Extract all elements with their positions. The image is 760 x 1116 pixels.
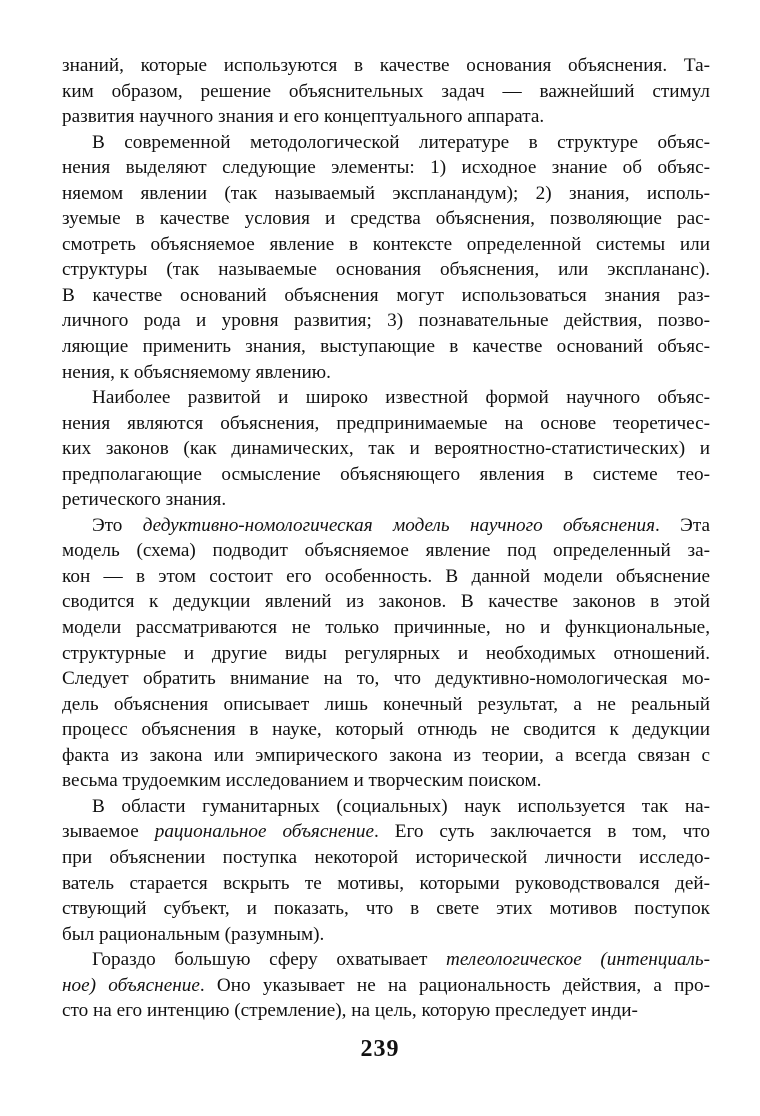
- text-line: зуемые в качестве условия и средства объяснения, позволяющие рас-: [62, 208, 710, 230]
- text-line: зываемое рациональное объяснение. Его суть заключается в том, что: [62, 821, 710, 843]
- text-line: ляющие применить знания, выступающие в качестве оснований объяс-: [62, 336, 710, 358]
- text-line: модели рассматриваются не только причинные, но и функциональные,: [62, 617, 710, 639]
- paragraph: [62, 513, 710, 794]
- text-line: личного рода и уровня развития; 3) познавательные действия, позво-: [62, 310, 710, 332]
- text-line: нения, к объясняемому явлению.: [62, 361, 331, 383]
- text-line: смотреть объясняемое явление в контексте определенной системы или: [62, 233, 710, 255]
- paragraph: [62, 794, 710, 947]
- text-line: кон — в этом состоит его особенность. В данной модели объяснение: [62, 565, 710, 587]
- text-line: структурные и другие виды регулярных и необходимых отношений.: [62, 642, 710, 664]
- text-line: ким образом, решение объяснительных задач — важнейший стимул: [62, 80, 710, 102]
- text-line: процесс объяснения в науке, который отнюдь не сводится к дедукции: [62, 719, 710, 741]
- text-line: весьма трудоемким исследованием и творческим поиском.: [62, 770, 542, 792]
- text-line: ное) объяснение. Оно указывает не на рациональность действия, а про-: [62, 974, 710, 996]
- text-line: сто на его интенцию (стремление), на цель, которую преследует инди-: [62, 1000, 638, 1022]
- paragraph: [62, 53, 710, 130]
- text-line: факта из закона или эмпирического закона из теории, а всегда связан с: [62, 744, 710, 766]
- paragraph: [62, 130, 710, 385]
- text-line: был рациональным (разумным).: [62, 923, 325, 945]
- page-number: 239: [360, 1036, 400, 1062]
- text-line: няемом явлении (так называемый экспланандум); 2) знания, исполь-: [62, 182, 710, 204]
- italic-term: дедуктивно-номологическая модель научного объяснения: [142, 514, 656, 536]
- paragraph: [62, 385, 710, 513]
- text-line: Гораздо большую сферу охватывает телеологическое (интенциаль-: [92, 949, 710, 971]
- text-line: знаний, которые используются в качестве основания объяснения. Та-: [62, 55, 710, 76]
- text-line: при объяснении поступка некоторой исторической личности исследо-: [62, 846, 710, 868]
- text-line: сводится к дедукции явлений из законов. В качестве законов в этой: [62, 591, 710, 613]
- text-line: ретического знания.: [62, 489, 227, 511]
- text-line: В современной методологической литературе в структуре объяс-: [92, 131, 710, 153]
- body-text: [62, 53, 710, 1024]
- text-line: Наиболее развитой и широко известной формой научного объяс-: [92, 387, 710, 409]
- text-line: ватель старается вскрыть те мотивы, которыми руководствовался дей-: [62, 872, 710, 894]
- text-line: дель объяснения описывает лишь конечный результат, а не реальный: [62, 693, 710, 715]
- text-line: ких законов (как динамических, так и вероятностно-статистических) и: [62, 438, 710, 460]
- text-line: нения являются объяснения, предпринимаемые на основе теоретичес-: [62, 412, 710, 434]
- italic-term: телеологическое (интенциаль-: [446, 949, 710, 971]
- text-line: Это дедуктивно-номологическая модель научного объяснения. Эта: [92, 514, 710, 536]
- text-line: нения выделяют следующие элементы: 1) исходное знание об объяс-: [62, 157, 710, 179]
- text-line: В области гуманитарных (социальных) наук используется так на-: [92, 795, 710, 817]
- italic-term: ное) объяснение: [62, 974, 200, 996]
- text-line: модель (схема) подводит объясняемое явление под определенный за-: [62, 540, 710, 562]
- paragraph: [62, 947, 710, 1024]
- text-line: В качестве оснований объяснения могут использоваться знания раз-: [62, 284, 710, 306]
- text-line: ствующий субъект, и показать, что в свете этих мотивов поступок: [62, 898, 710, 920]
- text-line: развития научного знания и его концептуального аппарата.: [62, 106, 545, 128]
- italic-term: рациональное объяснение: [154, 821, 375, 843]
- text-line: Следует обратить внимание на то, что дедуктивно-номологическая мо-: [62, 668, 710, 690]
- text-line: структуры (так называемые основания объяснения, или эксплананс).: [62, 259, 710, 281]
- text-line: предполагающие осмысление объясняющего явления в системе тео-: [62, 463, 710, 485]
